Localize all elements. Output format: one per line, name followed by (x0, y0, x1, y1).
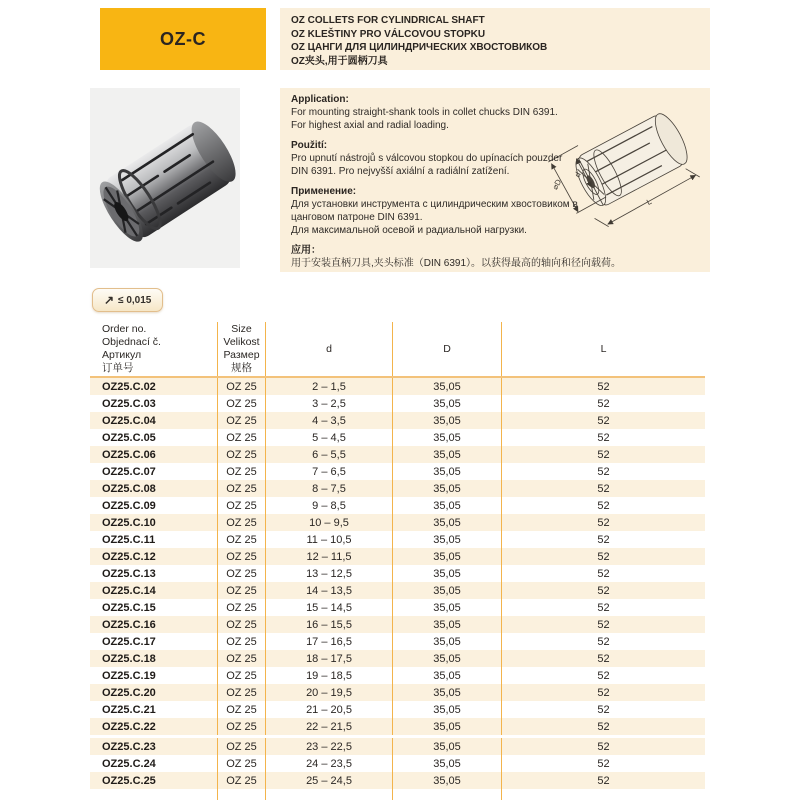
cell-order_no: OZ25.C.09 (90, 497, 218, 514)
cell-D: 35,05 (393, 395, 502, 412)
application-section-line: For mounting straight-shank tools in collet chucks DIN 6391. (291, 107, 558, 118)
table-row (90, 395, 705, 412)
title-cz: OZ KLEŠTINY PRO VÁLCOVOU STOPKU (291, 28, 486, 40)
cell-L: 52 (597, 618, 610, 631)
runout-arrow-icon: ↗ (104, 293, 115, 307)
application-section-line: Pro upnutí nástrojů s válcovou stopkou do upínacích pouzder (291, 153, 563, 164)
cell-D: 35,05 (393, 599, 502, 616)
table-row (90, 497, 705, 514)
cell-d: 25 – 24,5 (266, 772, 393, 789)
cell-D: 35,05 (393, 446, 502, 463)
cell-size: OZ 25 (218, 718, 266, 735)
cell-order_no: OZ25.C.07 (90, 463, 218, 480)
cell-size: OZ 25 (218, 480, 266, 497)
cell-order_no: OZ25.C.24 (90, 755, 218, 772)
cell-D: 35,05 (393, 531, 502, 548)
table-row (90, 565, 705, 582)
table-row (90, 548, 705, 565)
application-section-label: Application: (291, 94, 349, 105)
cell-D: 35,05 (393, 378, 502, 395)
application-section (291, 185, 703, 237)
cell-L: 52 (597, 516, 610, 529)
cell-L: 52 (597, 567, 610, 580)
table-row (90, 718, 705, 735)
header-size: Size Velikost Размер 规格 (218, 322, 266, 376)
cell-D: 35,05 (393, 738, 502, 755)
cell-D: 35,05 (393, 514, 502, 531)
cell-size: OZ 25 (218, 772, 266, 789)
cell-d: 13 – 12,5 (266, 565, 393, 582)
cell-d: 6 – 5,5 (266, 446, 393, 463)
cell-size: OZ 25 (218, 582, 266, 599)
cell-L: 52 (597, 720, 610, 733)
cell-order_no: OZ25.C.11 (90, 531, 218, 548)
application-section-label: Применение: (291, 186, 357, 197)
table-row (90, 582, 705, 599)
application-section (291, 139, 703, 178)
header-D: D (393, 322, 502, 376)
cell-size: OZ 25 (218, 755, 266, 772)
cell-size: OZ 25 (218, 497, 266, 514)
cell-order_no: OZ25.C.17 (90, 633, 218, 650)
cell-L: 52 (597, 380, 610, 393)
cell-D: 35,05 (393, 684, 502, 701)
table-row (90, 514, 705, 531)
cell-size: OZ 25 (218, 599, 266, 616)
cell-empty (393, 789, 502, 800)
table-header (90, 322, 705, 378)
cell-order_no: OZ25.C.04 (90, 412, 218, 429)
application-section-line: Для установки инструмента с цилиндрическим хвостовиком в (291, 199, 578, 210)
table-row (90, 633, 705, 650)
cell-L: 52 (597, 669, 610, 682)
cell-size: OZ 25 (218, 429, 266, 446)
cell-L: 52 (597, 397, 610, 410)
application-section-line: DIN 6391. Pro nejvyšší axiální a radiální zatížení. (291, 166, 510, 177)
cell-d: 11 – 10,5 (266, 531, 393, 548)
cell-empty (266, 789, 393, 800)
table-row (90, 480, 705, 497)
cell-L: 52 (597, 550, 610, 563)
cell-d: 15 – 14,5 (266, 599, 393, 616)
cell-L: 52 (597, 482, 610, 495)
cell-order_no: OZ25.C.20 (90, 684, 218, 701)
title-box (280, 8, 710, 70)
cell-size: OZ 25 (218, 738, 266, 755)
application-section (291, 244, 703, 270)
cell-d: 14 – 13,5 (266, 582, 393, 599)
cell-D: 35,05 (393, 616, 502, 633)
cell-size: OZ 25 (218, 633, 266, 650)
cell-D: 35,05 (393, 497, 502, 514)
cell-L: 52 (597, 431, 610, 444)
application-section-label: Použití: (291, 140, 328, 151)
table-row (90, 429, 705, 446)
cell-order_no: OZ25.C.10 (90, 514, 218, 531)
cell-d: 2 – 1,5 (266, 378, 393, 395)
runout-badge (92, 288, 163, 312)
cell-d: 4 – 3,5 (266, 412, 393, 429)
cell-order_no: OZ25.C.05 (90, 429, 218, 446)
cell-order_no: OZ25.C.12 (90, 548, 218, 565)
cell-size: OZ 25 (218, 684, 266, 701)
cell-D: 35,05 (393, 480, 502, 497)
header-d: d (266, 322, 393, 376)
cell-d: 24 – 23,5 (266, 755, 393, 772)
cell-size: OZ 25 (218, 650, 266, 667)
cell-size: OZ 25 (218, 514, 266, 531)
title-cn: OZ夹头,用于圆柄刀具 (291, 55, 388, 67)
cell-order_no: OZ25.C.22 (90, 718, 218, 735)
application-section-line: цанговом патроне DIN 6391. (291, 212, 423, 223)
header-order-no: Order no. Objednací č. Артикул 订单号 (90, 322, 218, 376)
header-L: L (600, 342, 607, 355)
cell-d: 23 – 22,5 (266, 738, 393, 755)
cell-L: 52 (597, 635, 610, 648)
cell-empty (218, 789, 266, 800)
dim-label-D: ⌀D (550, 177, 564, 192)
dim-label-L: L (645, 196, 654, 207)
cell-order_no: OZ25.C.15 (90, 599, 218, 616)
cell-L: 52 (597, 584, 610, 597)
cell-d: 19 – 18,5 (266, 667, 393, 684)
collet-photo-illustration (90, 88, 240, 268)
table-row (90, 650, 705, 667)
table-body (90, 378, 705, 800)
cell-order_no: OZ25.C.13 (90, 565, 218, 582)
application-section-line: For highest axial and radial loading. (291, 120, 449, 131)
cell-D: 35,05 (393, 650, 502, 667)
cell-d: 9 – 8,5 (266, 497, 393, 514)
cell-L: 52 (597, 757, 610, 770)
cell-D: 35,05 (393, 565, 502, 582)
cell-size: OZ 25 (218, 395, 266, 412)
cell-d: 5 – 4,5 (266, 429, 393, 446)
table-row (90, 378, 705, 395)
cell-D: 35,05 (393, 718, 502, 735)
cell-L: 52 (597, 448, 610, 461)
application-section-line: 用于安装直柄刀具,夹头标准（DIN 6391）。以获得最高的轴向和径向载荷。 (291, 258, 622, 269)
cell-size: OZ 25 (218, 548, 266, 565)
runout-value: ≤ 0,015 (118, 294, 152, 306)
table-row (90, 755, 705, 772)
cell-order_no: OZ25.C.18 (90, 650, 218, 667)
cell-d: 21 – 20,5 (266, 701, 393, 718)
table-row (90, 701, 705, 718)
cell-size: OZ 25 (218, 616, 266, 633)
application-text (291, 93, 703, 277)
cell-d: 17 – 16,5 (266, 633, 393, 650)
table-row (90, 446, 705, 463)
cell-size: OZ 25 (218, 378, 266, 395)
cell-order_no: OZ25.C.23 (90, 738, 218, 755)
cell-D: 35,05 (393, 429, 502, 446)
cell-order_no: OZ25.C.21 (90, 701, 218, 718)
cell-d: 12 – 11,5 (266, 548, 393, 565)
cell-L: 52 (597, 774, 610, 787)
cell-L: 52 (597, 499, 610, 512)
cell-L: 52 (597, 652, 610, 665)
cell-size: OZ 25 (218, 701, 266, 718)
cell-D: 35,05 (393, 755, 502, 772)
table-row (90, 412, 705, 429)
cell-order_no: OZ25.C.16 (90, 616, 218, 633)
cell-size: OZ 25 (218, 565, 266, 582)
cell-L: 52 (597, 601, 610, 614)
cell-d: 7 – 6,5 (266, 463, 393, 480)
cell-D: 35,05 (393, 463, 502, 480)
cell-D: 35,05 (393, 412, 502, 429)
title-ru: OZ ЦАНГИ ДЛЯ ЦИЛИНДРИЧЕСКИХ ХВОСТОВИКОВ (291, 42, 548, 53)
table-row (90, 738, 705, 755)
cell-order_no: OZ25.C.06 (90, 446, 218, 463)
cell-order_no: OZ25.C.14 (90, 582, 218, 599)
cell-empty (502, 789, 705, 800)
title-en: OZ COLLETS FOR CYLINDRICAL SHAFT (291, 15, 485, 26)
product-code-box (100, 8, 266, 70)
table-row (90, 772, 705, 789)
application-panel (280, 88, 710, 272)
cell-d: 16 – 15,5 (266, 616, 393, 633)
cell-order_no: OZ25.C.25 (90, 772, 218, 789)
cell-L: 52 (597, 533, 610, 546)
cell-empty (90, 789, 218, 800)
cell-D: 35,05 (393, 548, 502, 565)
table-row (90, 531, 705, 548)
table-row (90, 667, 705, 684)
dim-label-d: d (572, 170, 583, 179)
cell-order_no: OZ25.C.08 (90, 480, 218, 497)
product-code: OZ-C (160, 28, 206, 49)
cell-D: 35,05 (393, 667, 502, 684)
table-row (90, 463, 705, 480)
application-section-label: 应用： (291, 245, 321, 256)
cell-D: 35,05 (393, 582, 502, 599)
cell-d: 8 – 7,5 (266, 480, 393, 497)
table-row-partial (90, 789, 705, 800)
cell-size: OZ 25 (218, 667, 266, 684)
cell-L: 52 (597, 740, 610, 753)
cell-order_no: OZ25.C.19 (90, 667, 218, 684)
application-section (291, 93, 703, 132)
cell-d: 18 – 17,5 (266, 650, 393, 667)
application-section-line: Для максимальной осевой и радиальной нагрузки. (291, 225, 527, 236)
cell-D: 35,05 (393, 633, 502, 650)
table-row (90, 599, 705, 616)
cell-L: 52 (597, 686, 610, 699)
cell-L: 52 (597, 703, 610, 716)
cell-D: 35,05 (393, 701, 502, 718)
table-row (90, 616, 705, 633)
cell-d: 3 – 2,5 (266, 395, 393, 412)
cell-L: 52 (597, 465, 610, 478)
cell-L: 52 (597, 414, 610, 427)
cell-order_no: OZ25.C.02 (90, 378, 218, 395)
cell-size: OZ 25 (218, 412, 266, 429)
table-row (90, 684, 705, 701)
cell-D: 35,05 (393, 772, 502, 789)
product-photo (90, 88, 240, 268)
cell-size: OZ 25 (218, 446, 266, 463)
cell-size: OZ 25 (218, 463, 266, 480)
cell-d: 10 – 9,5 (266, 514, 393, 531)
cell-size: OZ 25 (218, 531, 266, 548)
cell-order_no: OZ25.C.03 (90, 395, 218, 412)
cell-d: 20 – 19,5 (266, 684, 393, 701)
spec-table (90, 322, 705, 800)
cell-d: 22 – 21,5 (266, 718, 393, 735)
